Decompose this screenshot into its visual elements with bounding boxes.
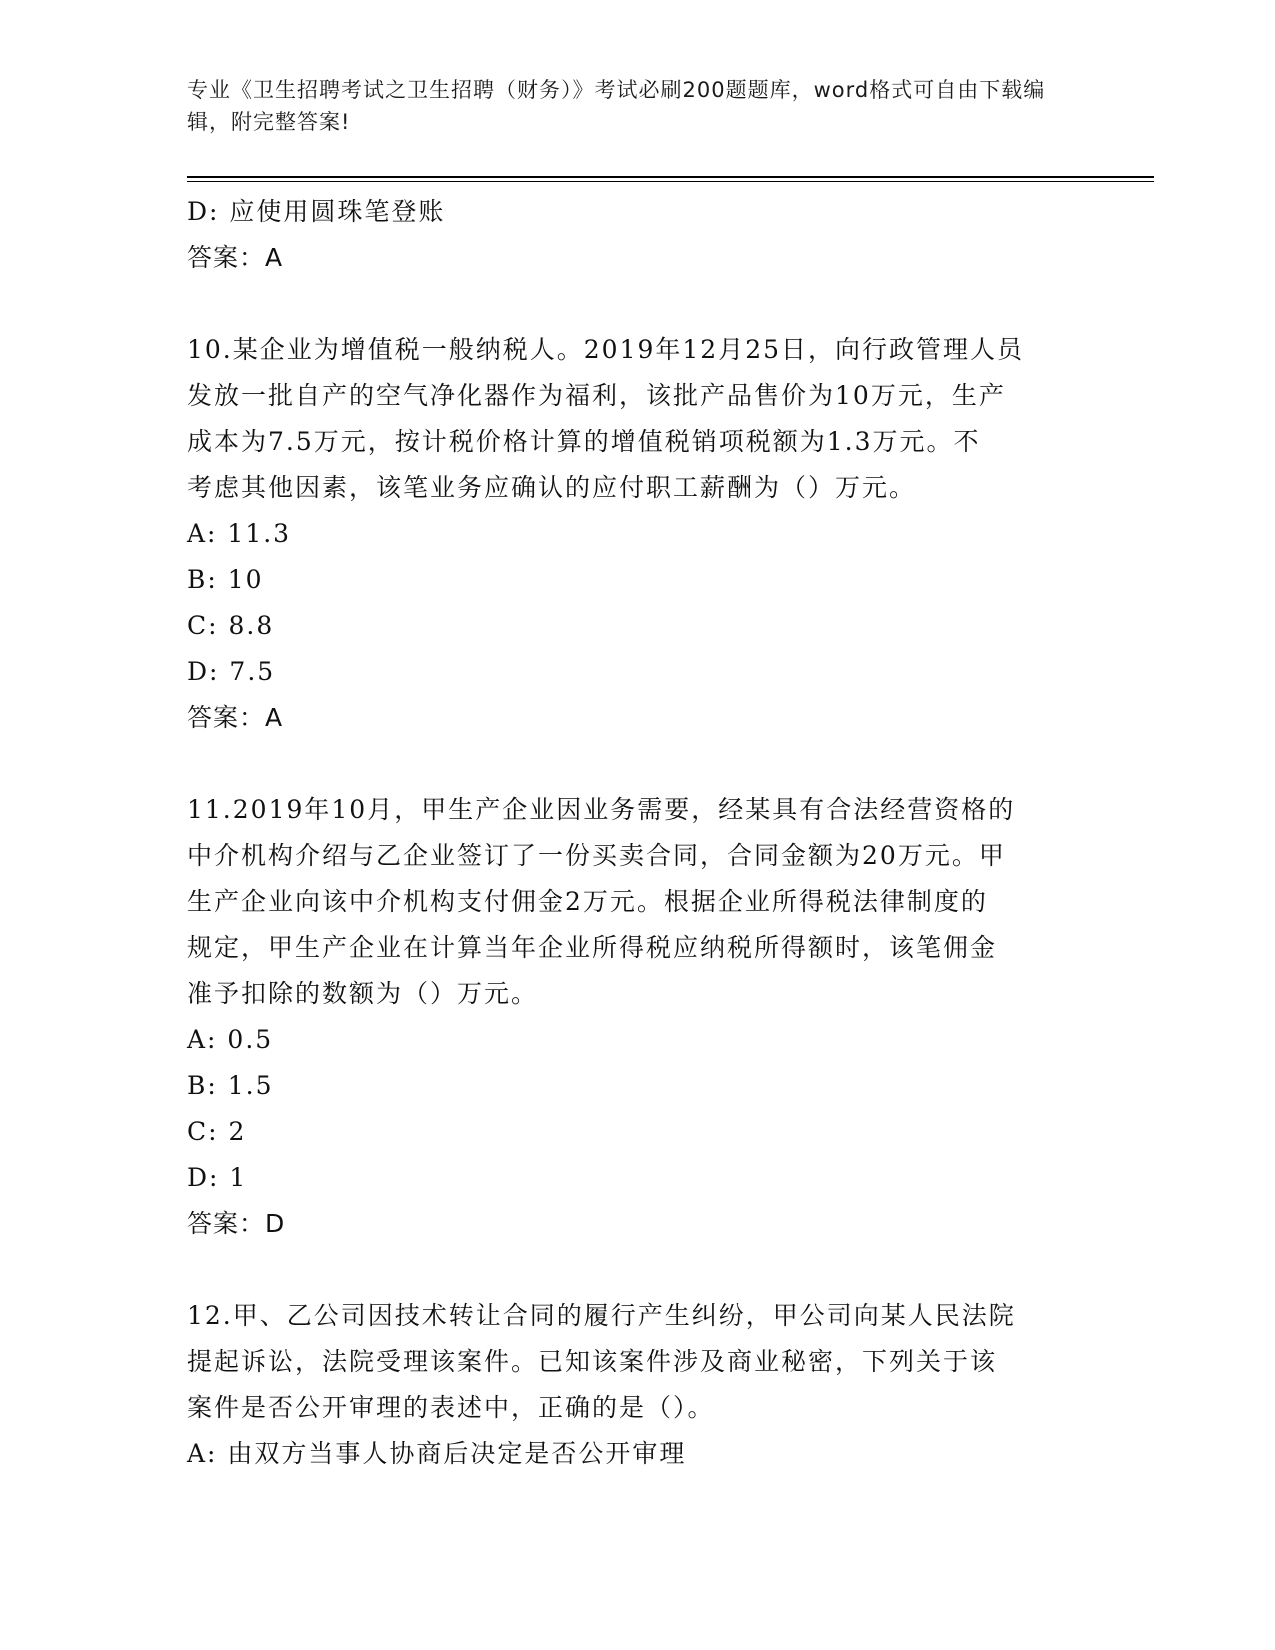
question-text-line: 11.2019年10月，甲生产企业因业务需要，经某具有合法经营资格的 [187, 795, 1016, 824]
header-divider-thin [187, 181, 1154, 182]
option-c: C: 2 [187, 1117, 247, 1146]
question-text-line: 10.某企业为增值税一般纳税人。2019年12月25日，向行政管理人员 [187, 335, 1025, 364]
question-text-line: 中介机构介绍与乙企业签订了一份买卖合同，合同金额为20万元。甲 [187, 841, 1006, 870]
document-header: 专业《卫生招聘考试之卫生招聘（财务）》考试必刷200题题库，word格式可自由下载编辑，附完整答案! [187, 78, 1046, 134]
document-body [187, 189, 1077, 1477]
question-text-line: 提起诉讼，法院受理该案件。已知该案件涉及商业秘密，下列关于该 [187, 1347, 998, 1376]
question-text-line: 12.甲、乙公司因技术转让合同的履行产生纠纷，甲公司向某人民法院 [187, 1301, 1016, 1330]
option-d: D: 7.5 [187, 657, 276, 686]
option-b: B: 1.5 [187, 1071, 274, 1100]
option-d: D: 应使用圆珠笔登账 [187, 197, 446, 226]
question-text-line: 成本为7.5万元，按计税价格计算的增值税销项税额为1.3万元。不 [187, 427, 981, 456]
question-text-line: 发放一批自产的空气净化器作为福利，该批产品售价为10万元，生产 [187, 381, 1006, 410]
question-11 [187, 787, 1077, 1247]
question-text-line: 生产企业向该中介机构支付佣金2万元。根据企业所得税法律制度的 [187, 887, 988, 916]
option-a: A: 11.3 [187, 519, 292, 548]
question-text-line: 考虑其他因素，该笔业务应确认的应付职工薪酬为（）万元。 [187, 473, 917, 502]
option-b: B: 10 [187, 565, 264, 594]
answer-line: 答案：A [187, 703, 284, 732]
question-text-line: 规定，甲生产企业在计算当年企业所得税应纳税所得额时，该笔佣金 [187, 933, 998, 962]
option-a: A: 0.5 [187, 1025, 274, 1054]
answer-line: 答案：A [187, 243, 284, 272]
question-text-line: 准予扣除的数额为（）万元。 [187, 979, 539, 1008]
question-12 [187, 1293, 1077, 1477]
answer-line: 答案：D [187, 1209, 286, 1238]
option-a: A: 由双方当事人协商后决定是否公开审理 [187, 1439, 687, 1468]
question-text-line: 案件是否公开审理的表述中，正确的是（）。 [187, 1393, 715, 1422]
option-c: C: 8.8 [187, 611, 275, 640]
option-d: D: 1 [187, 1163, 248, 1192]
question-10 [187, 327, 1077, 741]
header-divider [187, 176, 1154, 178]
